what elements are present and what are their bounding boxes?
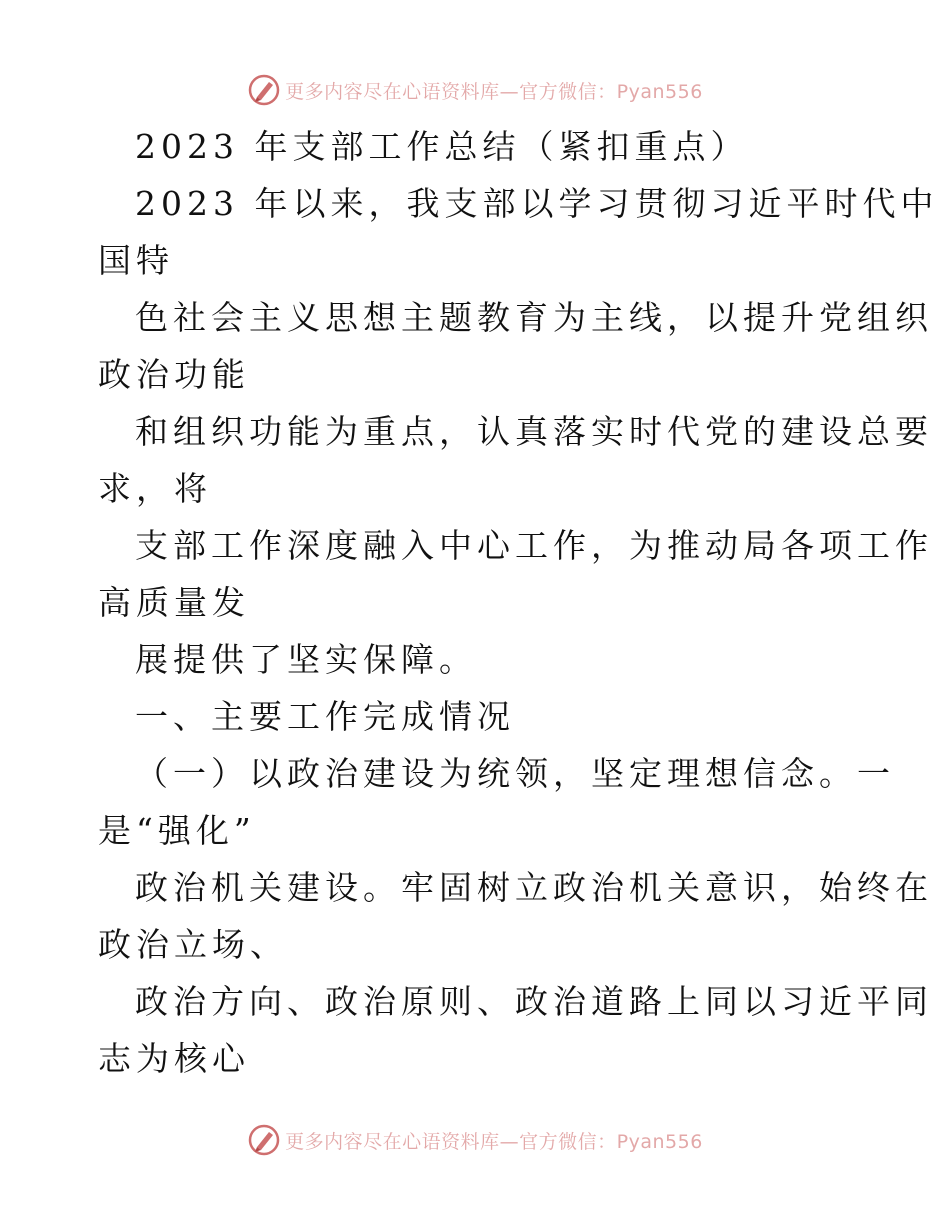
paragraph-line: 和组织功能为重点，认真落实时代党的建设总要: [135, 412, 933, 451]
paragraph-line: 高质量发: [98, 583, 250, 622]
paragraph-line: 色社会主义思想主题教育为主线，以提升党组织: [135, 298, 933, 337]
paragraph-line: 志为核心: [98, 1039, 250, 1078]
pen-seal-icon: [247, 73, 281, 107]
watermark-banner-top: [0, 70, 950, 110]
paragraph-line: 政治立场、: [98, 925, 288, 964]
paragraph-line: 是“强化”: [98, 811, 256, 850]
paragraph-line: 支部工作深度融入中心工作，为推动局各项工作: [135, 526, 933, 565]
paragraph-line: 2023 年以来，我支部以学习贯彻习近平时代中: [135, 184, 939, 223]
paragraph-line: 政治机关建设。牢固树立政治机关意识，始终在: [135, 868, 933, 907]
section-heading: 一、主要工作完成情况: [135, 697, 515, 736]
paragraph-line: 政治方向、政治原则、政治道路上同以习近平同: [135, 982, 933, 1021]
paragraph-line: 展提供了坚实保障。: [135, 640, 477, 679]
watermark-banner-bottom: [0, 1120, 950, 1160]
pen-seal-icon: [247, 1123, 281, 1157]
paragraph-line: 政治功能: [98, 355, 250, 394]
paragraph-line: 求，将: [98, 469, 212, 508]
subsection-heading: （一）以政治建设为统领，坚定理想信念。一: [135, 754, 895, 793]
document-title: 2023 年支部工作总结（紧扣重点）: [135, 127, 749, 166]
watermark-text: 更多内容尽在心语资料库—官方微信：Pyan556: [285, 1130, 703, 1153]
watermark-text: 更多内容尽在心语资料库—官方微信：Pyan556: [285, 80, 703, 103]
paragraph-line: 国特: [98, 241, 174, 280]
